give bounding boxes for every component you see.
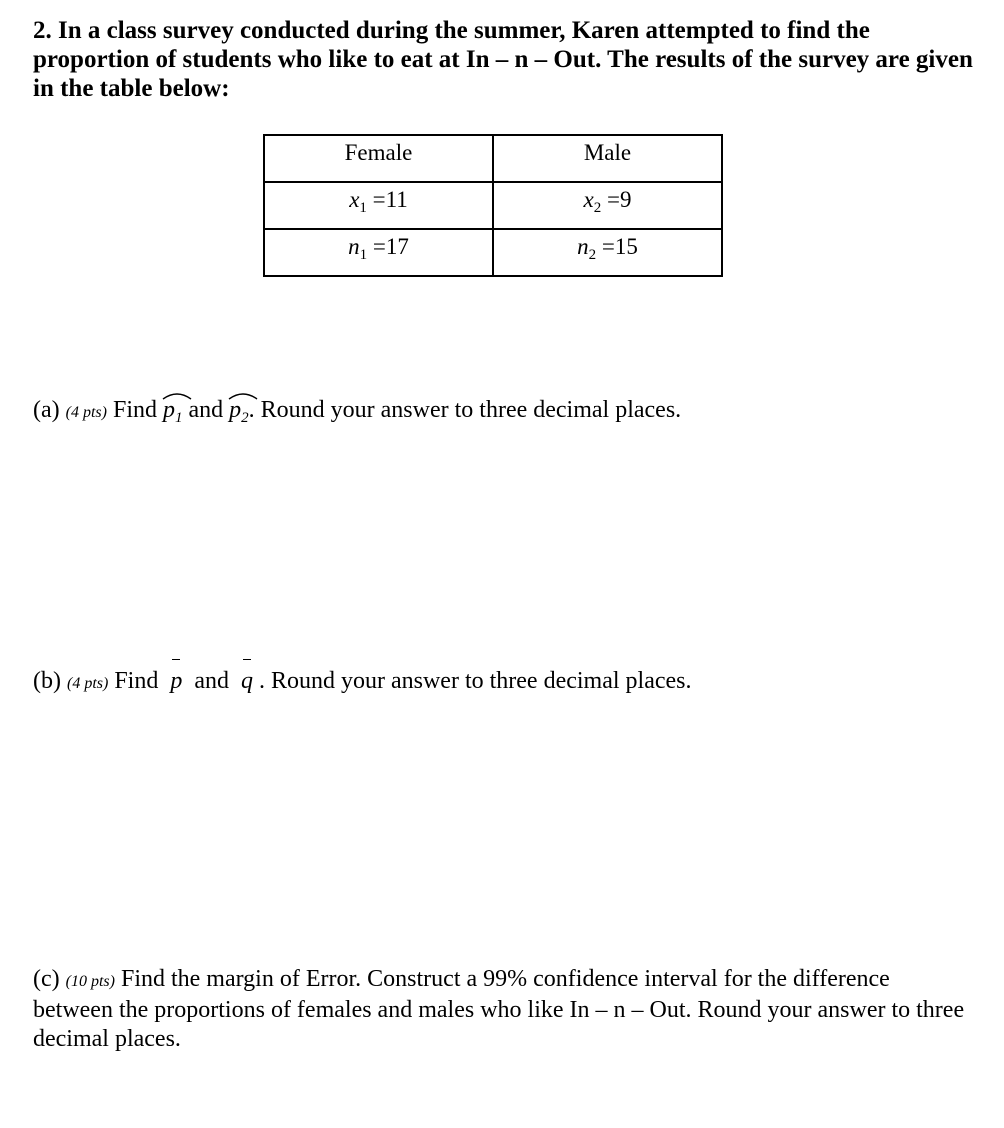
- part-b-and: and: [194, 668, 229, 694]
- part-a-find: Find: [112, 397, 157, 423]
- header-male: Male: [493, 135, 722, 182]
- part-b-points: (4 pts): [66, 675, 109, 692]
- question-text: In a class survey conducted during the summer, Karen attempted to find the proportion of students who like to eat at In – n – Out. The results of the survey are given in the table below:: [33, 17, 973, 102]
- cell-x2: $x_2 =9$: [493, 182, 722, 229]
- q-bar-symbol: q: [241, 667, 253, 696]
- table-header-row: [264, 135, 722, 182]
- header-female: Female: [264, 135, 493, 182]
- p2-hat-symbol: $p_2$: [229, 396, 249, 425]
- part-c-label: (c): [33, 966, 60, 992]
- part-c: [33, 965, 973, 1054]
- question-heading: [33, 16, 973, 103]
- part-b: [33, 667, 692, 698]
- p1-hat-symbol: $p_1$: [163, 396, 183, 425]
- table-row: [264, 229, 722, 276]
- cell-n1: $n_1 =17$: [264, 229, 493, 276]
- part-a-rest: . Round your answer to three decimal places.: [248, 397, 682, 423]
- part-c-points: (10 pts): [65, 973, 115, 990]
- part-b-label: (b): [33, 668, 61, 694]
- table-row: [264, 182, 722, 229]
- part-b-find: Find: [114, 668, 159, 694]
- part-c-text: Find the margin of Error. Construct a 99% confidence interval for the difference between the proportions of females and males who like In – n – Out. Round your answer to three decimal places.: [33, 966, 965, 1052]
- part-a-label: (a): [33, 397, 60, 423]
- hat-arc-icon: [162, 392, 192, 400]
- cell-n2: $n_2 =15$: [493, 229, 722, 276]
- hat-arc-icon: [228, 392, 258, 400]
- part-a-points: (4 pts): [65, 404, 107, 421]
- question-number: 2.: [33, 17, 52, 44]
- survey-table: [263, 134, 723, 277]
- p-bar-symbol: p: [170, 667, 182, 696]
- part-b-rest: . Round your answer to three decimal places.: [258, 668, 692, 694]
- cell-x1: $x_1 =11$: [264, 182, 493, 229]
- part-a: [33, 396, 681, 427]
- part-a-and: and: [188, 397, 224, 423]
